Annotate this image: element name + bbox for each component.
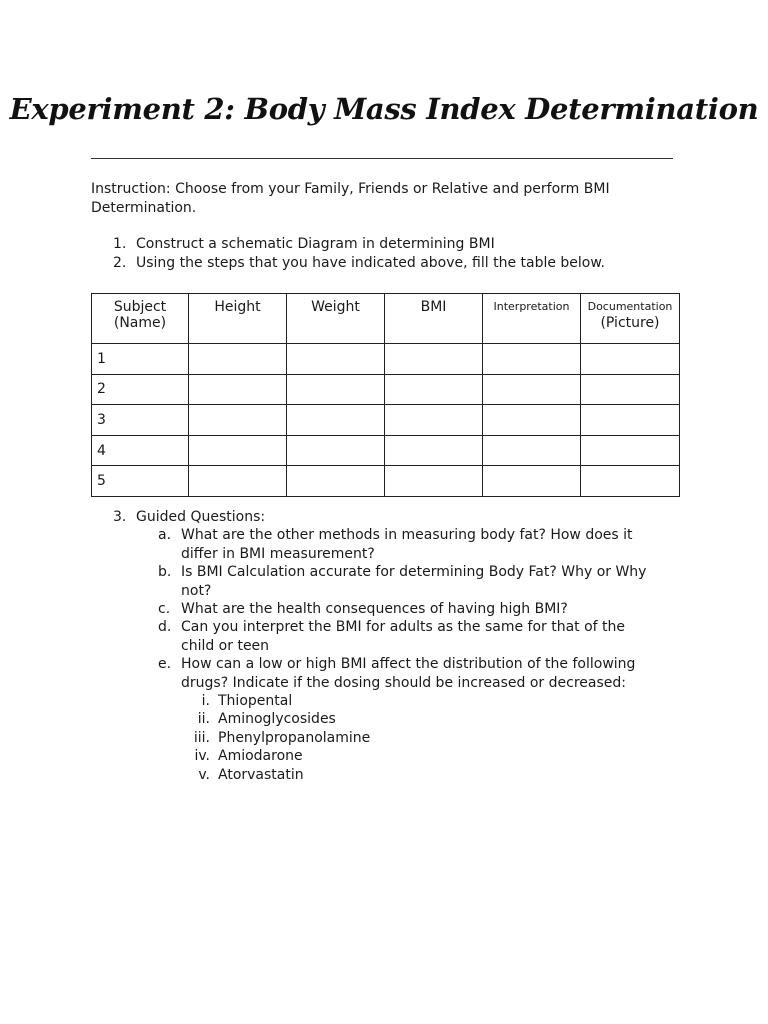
drug-numeral: v. (198, 766, 210, 783)
question-letter: e. (158, 656, 172, 673)
table-row (92, 435, 680, 466)
drug-name: Amiodarone (218, 748, 303, 765)
drug-numeral: ii. (197, 711, 210, 728)
header-documentation (581, 294, 680, 344)
header-documentation-label: Documentation (587, 300, 673, 313)
height-cell[interactable] (189, 466, 287, 497)
drug-numeral: iv. (194, 748, 210, 765)
guided-questions (113, 508, 661, 784)
row-number: 3 (92, 405, 189, 436)
guided-heading-text: Guided Questions: (136, 509, 266, 525)
drug-numeral: i. (201, 693, 210, 710)
header-bmi: BMI (385, 294, 483, 344)
guided-number: 3. (113, 509, 127, 525)
drug-item (181, 710, 661, 728)
row-number: 1 (92, 344, 189, 375)
table-row (92, 466, 680, 497)
documentation-cell[interactable] (581, 466, 680, 497)
drug-item (181, 747, 661, 765)
page-title: Experiment 2: Body Mass Index Determination (9, 92, 759, 126)
question-item (158, 563, 661, 600)
documentation-cell[interactable] (581, 435, 680, 466)
table-row (92, 344, 680, 375)
question-letter: b. (158, 564, 172, 581)
question-letter: c. (158, 601, 171, 618)
question-text: What are the other methods in measuring body fat? How does it differ in BMI measurement? (181, 527, 633, 562)
bmi-cell[interactable] (385, 344, 483, 375)
drug-name: Thiopental (218, 693, 293, 710)
row-number: 4 (92, 435, 189, 466)
interpretation-cell[interactable] (483, 466, 581, 497)
height-cell[interactable] (189, 344, 287, 375)
drug-name: Atorvastatin (218, 766, 304, 783)
interpretation-cell[interactable] (483, 435, 581, 466)
weight-cell[interactable] (287, 374, 385, 405)
weight-cell[interactable] (287, 405, 385, 436)
question-text: Can you interpret the BMI for adults as the same for that of the child or teen (181, 619, 626, 654)
header-interpretation: Interpretation (483, 294, 581, 344)
header-height: Height (189, 294, 287, 344)
question-item (158, 618, 661, 655)
drug-name: Phenylpropanolamine (218, 729, 371, 746)
weight-cell[interactable] (287, 344, 385, 375)
question-letter: d. (158, 619, 172, 636)
guided-questions-heading (113, 508, 661, 526)
header-subject-sublabel: (Name) (113, 315, 167, 331)
height-cell[interactable] (189, 435, 287, 466)
instruction-text: Instruction: Choose from your Family, Friends or Relative and perform BMI Determination. (91, 181, 610, 216)
drug-item (181, 766, 661, 784)
question-letter: a. (158, 527, 172, 544)
weight-cell[interactable] (287, 435, 385, 466)
drug-item (181, 692, 661, 710)
question-item (158, 655, 661, 692)
question-text: What are the health consequences of having high BMI? (181, 601, 568, 618)
drug-name: Aminoglycosides (218, 711, 336, 728)
documentation-cell[interactable] (581, 405, 680, 436)
step-item (113, 254, 605, 273)
interpretation-cell[interactable] (483, 344, 581, 375)
step-number: 2. (113, 254, 127, 271)
table-row (92, 374, 680, 405)
question-item (158, 526, 661, 563)
weight-cell[interactable] (287, 466, 385, 497)
header-weight: Weight (287, 294, 385, 344)
bmi-table (91, 293, 680, 497)
step-item (113, 235, 605, 254)
row-number: 5 (92, 466, 189, 497)
question-text: How can a low or high BMI affect the distribution of the following drugs? Indicate if the dosing should be increased or decreased: (181, 656, 636, 691)
interpretation-cell[interactable] (483, 405, 581, 436)
step-text: Construct a schematic Diagram in determining BMI (136, 236, 495, 252)
title-divider (91, 158, 673, 159)
bmi-cell[interactable] (385, 466, 483, 497)
height-cell[interactable] (189, 405, 287, 436)
step-number: 1. (113, 236, 127, 252)
step-text: Using the steps that you have indicated above, fill the table below. (136, 254, 605, 271)
interpretation-cell[interactable] (483, 374, 581, 405)
bmi-cell[interactable] (385, 435, 483, 466)
steps-list (113, 235, 605, 272)
header-documentation-sublabel: (Picture) (600, 315, 660, 331)
bmi-cell[interactable] (385, 374, 483, 405)
header-subject (92, 294, 189, 344)
documentation-cell[interactable] (581, 374, 680, 405)
height-cell[interactable] (189, 374, 287, 405)
table-row (92, 405, 680, 436)
table-header-row (92, 294, 680, 344)
header-subject-label: Subject (113, 299, 167, 315)
drug-item (181, 729, 661, 747)
question-item (158, 600, 661, 618)
row-number: 2 (92, 374, 189, 405)
drug-numeral: iii. (193, 729, 210, 746)
question-text: Is BMI Calculation accurate for determining Body Fat? Why or Why not? (181, 564, 647, 599)
bmi-cell[interactable] (385, 405, 483, 436)
documentation-cell[interactable] (581, 344, 680, 375)
